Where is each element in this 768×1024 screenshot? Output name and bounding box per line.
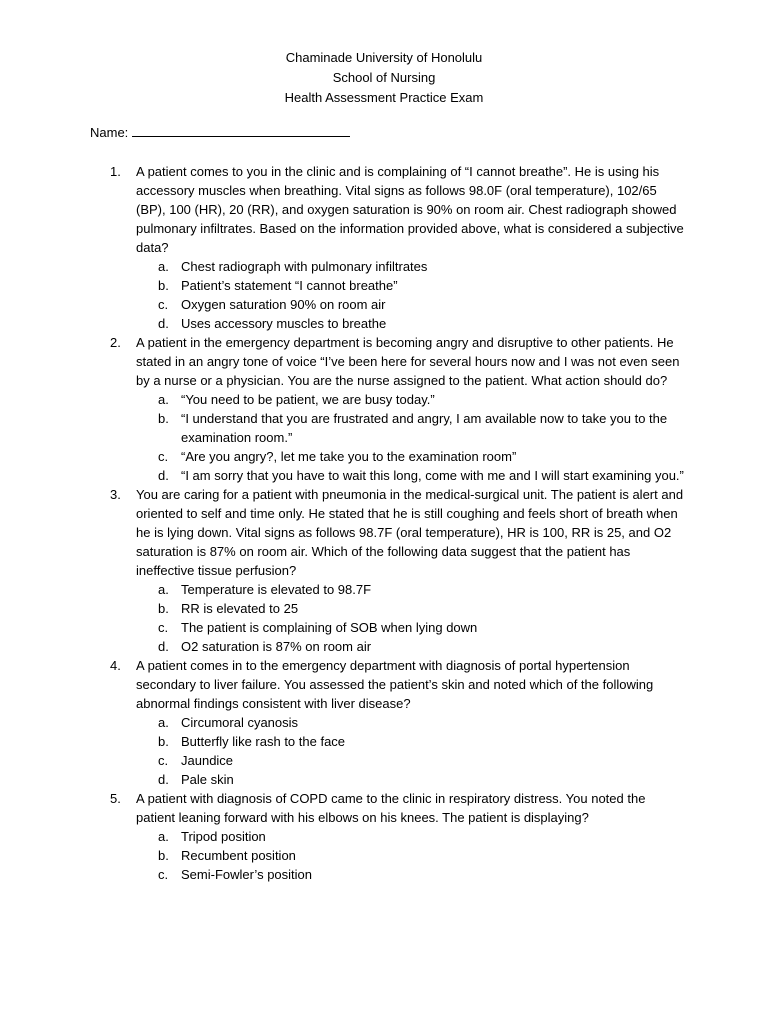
- question-item: [110, 656, 685, 789]
- answer-option[interactable]: [136, 580, 685, 599]
- option-text: Temperature is elevated to 98.7F: [181, 582, 372, 597]
- answer-option[interactable]: [136, 466, 685, 485]
- question-number: 1.: [110, 164, 121, 179]
- option-text: Chest radiograph with pulmonary infiltrates: [181, 259, 428, 274]
- answer-options: [136, 390, 685, 485]
- answer-option[interactable]: [136, 257, 685, 276]
- answer-option[interactable]: [136, 447, 685, 466]
- answer-options: [136, 257, 685, 333]
- option-letter: c.: [158, 753, 169, 768]
- option-letter: a.: [158, 715, 169, 730]
- option-letter: a.: [158, 582, 169, 597]
- option-letter: d.: [158, 639, 169, 654]
- question-item: [110, 485, 685, 656]
- question-text: A patient in the emergency department is becoming angry and disruptive to other patients. He stated in an angry tone of voice “I’ve been here for several hours now and I was not even seen by a nurse or a physician. You are the nurse assigned to the patient. What action should do?: [136, 335, 680, 388]
- question-text: A patient comes to you in the clinic and is complaining of “I cannot breathe”. He is using his accessory muscles when breathing. Vital signs as follows 98.0F (oral temperature), 102/65 (BP), 100 (HR), 20 (RR), and oxygen saturation is 90% on room air. Chest radiograph showed pulmonary infiltrates. Based on the information provided above, what is considered a subjective data?: [136, 164, 684, 255]
- option-text: O2 saturation is 87% on room air: [181, 639, 372, 654]
- answer-option[interactable]: [136, 827, 685, 846]
- option-text: “I understand that you are frustrated and angry, I am available now to take you to the examination room.”: [181, 411, 668, 445]
- answer-option[interactable]: [136, 770, 685, 789]
- answer-option[interactable]: [136, 314, 685, 333]
- question-number: 2.: [110, 335, 121, 350]
- option-text: RR is elevated to 25: [181, 601, 299, 616]
- option-letter: b.: [158, 278, 169, 293]
- option-text: Uses accessory muscles to breathe: [181, 316, 387, 331]
- document-header: [0, 48, 768, 108]
- option-text: “You need to be patient, we are busy today.”: [181, 392, 435, 407]
- option-text: “Are you angry?, let me take you to the examination room”: [181, 449, 517, 464]
- option-letter: c.: [158, 297, 169, 312]
- answer-option[interactable]: [136, 295, 685, 314]
- option-letter: c.: [158, 449, 169, 464]
- exam-title: Health Assessment Practice Exam: [284, 90, 484, 105]
- question-item: [110, 333, 685, 485]
- answer-option[interactable]: [136, 390, 685, 409]
- answer-options: [136, 827, 685, 884]
- option-letter: a.: [158, 392, 169, 407]
- option-letter: d.: [158, 316, 169, 331]
- option-text: Butterfly like rash to the face: [181, 734, 346, 749]
- option-text: Oxygen saturation 90% on room air: [181, 297, 386, 312]
- option-letter: d.: [158, 772, 169, 787]
- question-item: [110, 789, 685, 884]
- answer-option[interactable]: [136, 599, 685, 618]
- question-number: 5.: [110, 791, 121, 806]
- option-letter: d.: [158, 468, 169, 483]
- answer-option[interactable]: [136, 732, 685, 751]
- question-item: [110, 162, 685, 333]
- option-text: Tripod position: [181, 829, 266, 844]
- answer-option[interactable]: [136, 409, 685, 447]
- option-letter: b.: [158, 411, 169, 426]
- option-letter: b.: [158, 601, 169, 616]
- answer-option[interactable]: [136, 751, 685, 770]
- question-text: A patient with diagnosis of COPD came to the clinic in respiratory distress. You noted the patient leaning forward with his elbows on his knees. The patient is displaying?: [136, 791, 646, 825]
- option-text: Patient’s statement “I cannot breathe”: [181, 278, 398, 293]
- question-text: You are caring for a patient with pneumonia in the medical-surgical unit. The patient is alert and oriented to self and time only. He stated that he is still coughing and feels short of breath when he is lying down. Vital signs as follows 98.7F (oral temperature), HR is 100, RR is 25, and O2 saturation is 87% on room air. Which of the following data suggest that the patient has ineffective tissue perfusion?: [136, 487, 684, 578]
- option-text: Semi-Fowler’s position: [181, 867, 313, 882]
- name-label: Name:: [90, 125, 129, 140]
- option-letter: a.: [158, 259, 169, 274]
- answer-option[interactable]: [136, 276, 685, 295]
- option-letter: c.: [158, 867, 169, 882]
- answer-option[interactable]: [136, 713, 685, 732]
- answer-option[interactable]: [136, 618, 685, 637]
- option-letter: a.: [158, 829, 169, 844]
- university-name: Chaminade University of Honolulu: [285, 50, 483, 65]
- question-number: 3.: [110, 487, 121, 502]
- answer-options: [136, 580, 685, 656]
- school-name: School of Nursing: [332, 70, 436, 85]
- option-text: The patient is complaining of SOB when lying down: [181, 620, 478, 635]
- question-list: [110, 162, 685, 884]
- option-text: Jaundice: [181, 753, 234, 768]
- answer-option[interactable]: [136, 637, 685, 656]
- option-letter: b.: [158, 848, 169, 863]
- question-number: 4.: [110, 658, 121, 673]
- option-letter: c.: [158, 620, 169, 635]
- option-text: Recumbent position: [181, 848, 296, 863]
- option-text: Pale skin: [181, 772, 234, 787]
- answer-option[interactable]: [136, 865, 685, 884]
- option-text: “I am sorry that you have to wait this long, come with me and I will start examining you.”: [181, 468, 684, 483]
- option-letter: b.: [158, 734, 169, 749]
- answer-options: [136, 713, 685, 789]
- question-text: A patient comes in to the emergency department with diagnosis of portal hypertension secondary to liver failure. You assessed the patient’s skin and noted which of the following abnormal findings consistent with liver disease?: [136, 658, 654, 711]
- name-field[interactable]: [90, 122, 350, 143]
- option-text: Circumoral cyanosis: [181, 715, 299, 730]
- answer-option[interactable]: [136, 846, 685, 865]
- name-blank-line[interactable]: [132, 122, 350, 137]
